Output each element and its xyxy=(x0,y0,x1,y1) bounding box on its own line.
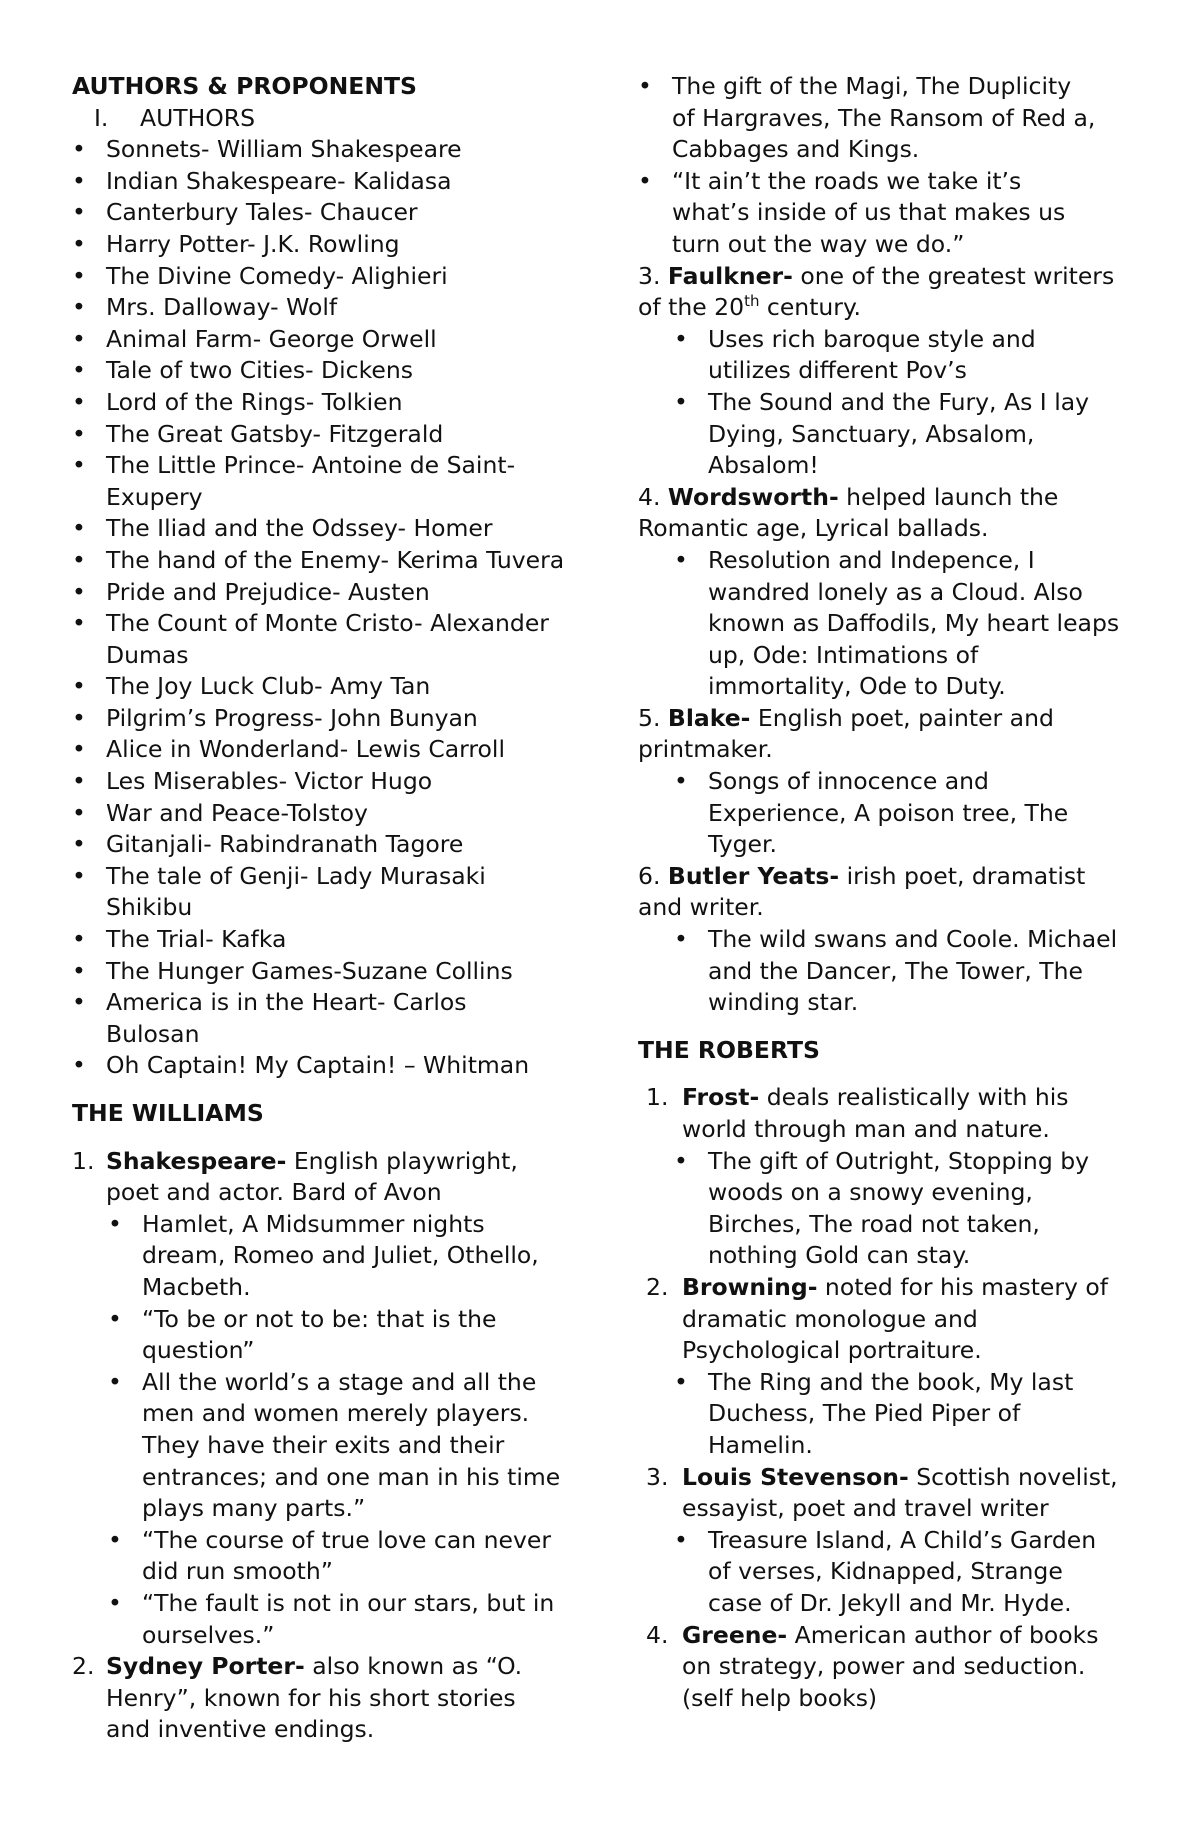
author-item: Exupery xyxy=(106,482,203,511)
work-bullet: • “The course of true love can never xyxy=(72,1525,592,1557)
work-bullet: • “It ain’t the roads we take it’s xyxy=(638,166,1143,198)
author-item: • War and Peace-Tolstoy xyxy=(72,798,592,830)
numbered-item: 3. Louis Stevenson- Scottish novelist, xyxy=(638,1462,1143,1494)
item-name: Sydney Porter- xyxy=(106,1652,305,1681)
author-item: • The Count of Monte Cristo- Alexander xyxy=(72,608,592,640)
williams-list-part2 xyxy=(638,71,1143,1019)
numbered-item: world through man and nature. xyxy=(682,1115,1050,1143)
author-item: • The Hunger Games-Suzane Collins xyxy=(72,956,592,988)
work-bullet: and the Dancer, The Tower, The xyxy=(708,956,1083,985)
numbered-item: and inventive endings. xyxy=(106,1715,375,1744)
work-bullet: winding star. xyxy=(708,988,859,1017)
work-bullet: • “The fault is not in our stars, but in xyxy=(72,1588,592,1620)
work-bullet: Macbeth. xyxy=(142,1272,251,1301)
item-number: 4. xyxy=(638,482,668,511)
numbered-item: essayist, poet and travel writer xyxy=(682,1494,1049,1523)
numbered-item: on strategy, power and seduction. xyxy=(682,1652,1086,1681)
item-name: Browning- xyxy=(682,1272,818,1301)
work-bullet: nothing Gold can stay. xyxy=(708,1241,971,1270)
work-bullet: • “To be or not to be: that is the xyxy=(72,1304,592,1336)
author-item: • Indian Shakespeare- Kalidasa xyxy=(72,166,592,198)
work-bullet: entrances; and one man in his time xyxy=(142,1462,561,1491)
item-name: Butler Yeats- xyxy=(667,861,840,890)
item-number: 1. xyxy=(646,1083,669,1112)
author-item: • Gitanjali- Rabindranath Tagore xyxy=(72,829,592,861)
right-column xyxy=(638,71,1143,1714)
author-item: • Pride and Prejudice- Austen xyxy=(72,577,592,609)
item-name: Greene- xyxy=(682,1620,788,1649)
item-number: 2. xyxy=(646,1272,669,1301)
work-bullet: ourselves.” xyxy=(142,1620,275,1649)
work-bullet: Hamelin. xyxy=(708,1430,813,1459)
work-bullet: plays many parts.” xyxy=(142,1494,366,1523)
numbered-item: (self help books) xyxy=(682,1683,878,1712)
item-name: Frost- xyxy=(682,1083,760,1112)
item-name: Louis Stevenson- xyxy=(682,1462,909,1491)
item-number: 1. xyxy=(72,1146,95,1175)
item-name: Shakespeare- xyxy=(106,1146,287,1175)
item-number: 6. xyxy=(638,861,668,890)
numbered-item: 5. Blake- English poet, painter and xyxy=(638,703,1054,732)
numbered-item: 6. Butler Yeats- irish poet, dramatist xyxy=(638,861,1086,890)
williams-heading: THE WILLIAMS xyxy=(72,1099,264,1127)
item-number: 4. xyxy=(646,1620,669,1649)
work-bullet: Tyger. xyxy=(708,830,777,859)
work-bullet: immortality, Ode to Duty. xyxy=(708,672,1006,701)
work-bullet: They have their exits and their xyxy=(142,1430,505,1459)
numbered-item: Psychological portraiture. xyxy=(682,1336,982,1365)
work-bullet: • Songs of innocence and xyxy=(638,766,1143,798)
author-item: • Mrs. Dalloway- Wolf xyxy=(72,292,592,324)
work-bullet: Duchess, The Pied Piper of xyxy=(708,1399,1021,1428)
author-item: • Harry Potter- J.K. Rowling xyxy=(72,229,592,261)
work-bullet: men and women merely players. xyxy=(142,1399,530,1428)
author-item: • The tale of Genji- Lady Murasaki xyxy=(72,861,592,893)
author-item: • The Trial- Kafka xyxy=(72,924,592,956)
item-number: 2. xyxy=(72,1652,95,1681)
work-bullet: turn out the way we do.” xyxy=(672,229,965,258)
work-bullet: did run smooth” xyxy=(142,1557,333,1586)
work-bullet: up, Ode: Intimations of xyxy=(708,640,979,669)
numbered-item: and writer. xyxy=(638,893,764,922)
numbered-item: Romantic age, Lyrical ballads. xyxy=(638,514,989,543)
work-bullet: • All the world’s a stage and all the xyxy=(72,1367,592,1399)
left-column xyxy=(72,71,592,1746)
author-item: • The Great Gatsby- Fitzgerald xyxy=(72,419,592,451)
work-bullet: question” xyxy=(142,1336,255,1365)
work-bullet: utilizes different Pov’s xyxy=(708,356,967,385)
work-bullet: Absalom! xyxy=(708,451,819,480)
work-bullet: • Treasure Island, A Child’s Garden xyxy=(638,1525,1143,1557)
item-name: Wordsworth- xyxy=(667,482,839,511)
author-item: • The Joy Luck Club- Amy Tan xyxy=(72,671,592,703)
page-heading: AUTHORS & PROPONENTS xyxy=(72,72,417,100)
numbered-item: of the 20th century. xyxy=(638,292,861,322)
roberts-list xyxy=(638,1082,1143,1714)
author-item: • The Iliad and the Odssey- Homer xyxy=(72,513,592,545)
work-bullet: what’s inside of us that makes us xyxy=(672,198,1066,227)
williams-list-part1 xyxy=(72,1146,592,1746)
author-item: • Oh Captain! My Captain! – Whitman xyxy=(72,1050,592,1082)
numbered-item: dramatic monologue and xyxy=(682,1304,978,1333)
numbered-item: 2. Browning- noted for his mastery of xyxy=(638,1272,1143,1304)
work-bullet: • Uses rich baroque style and xyxy=(638,324,1143,356)
superscript: th xyxy=(744,292,760,311)
work-bullet: of Hargraves, The Ransom of Red a, xyxy=(672,103,1096,132)
author-item: • Canterbury Tales- Chaucer xyxy=(72,197,592,229)
authors-list xyxy=(72,134,592,1082)
authors-subheading: I. AUTHORS xyxy=(94,103,256,132)
author-item: • The Divine Comedy- Alighieri xyxy=(72,261,592,293)
item-name: Blake- xyxy=(667,703,751,732)
work-bullet: Cabbages and Kings. xyxy=(672,135,920,164)
work-bullet: • The gift of Outright, Stopping by xyxy=(638,1146,1143,1178)
item-number: 3. xyxy=(638,261,668,290)
author-item: • The Little Prince- Antoine de Saint- xyxy=(72,450,592,482)
item-name: Faulkner- xyxy=(667,261,793,290)
numbered-item: 4. Wordsworth- helped launch the xyxy=(638,482,1059,511)
author-item: • Sonnets- William Shakespeare xyxy=(72,134,592,166)
author-item: • The hand of the Enemy- Kerima Tuvera xyxy=(72,545,592,577)
numbered-item: printmaker. xyxy=(638,735,773,764)
work-bullet: • Resolution and Indepence, I xyxy=(638,545,1143,577)
work-bullet: of verses, Kidnapped, Strange xyxy=(708,1557,1063,1586)
author-item: Shikibu xyxy=(106,893,193,922)
author-item: • Tale of two Cities- Dickens xyxy=(72,355,592,387)
work-bullet: case of Dr. Jekyll and Mr. Hyde. xyxy=(708,1588,1072,1617)
numbered-item: 4. Greene- American author of books xyxy=(638,1620,1143,1652)
work-bullet: Birches, The road not taken, xyxy=(708,1209,1040,1238)
numbered-item: poet and actor. Bard of Avon xyxy=(106,1178,442,1207)
work-bullet: • The Ring and the book, My last xyxy=(638,1367,1143,1399)
work-bullet: woods on a snowy evening, xyxy=(708,1178,1033,1207)
work-bullet: • The wild swans and Coole. Michael xyxy=(638,924,1143,956)
work-bullet: Experience, A poison tree, The xyxy=(708,798,1069,827)
work-bullet: • The Sound and the Fury, As I lay xyxy=(638,387,1143,419)
work-bullet: • Hamlet, A Midsummer nights xyxy=(72,1209,592,1241)
item-number: 5. xyxy=(638,703,668,732)
item-number: 3. xyxy=(646,1462,669,1491)
work-bullet: known as Daffodils, My heart leaps xyxy=(708,609,1120,638)
author-item: • Alice in Wonderland- Lewis Carroll xyxy=(72,734,592,766)
work-bullet: dream, Romeo and Juliet, Othello, xyxy=(142,1241,539,1270)
roberts-heading: THE ROBERTS xyxy=(638,1035,820,1064)
author-item: • Pilgrim’s Progress- John Bunyan xyxy=(72,703,592,735)
work-bullet: • The gift of the Magi, The Duplicity xyxy=(638,71,1143,103)
author-item: • Animal Farm- George Orwell xyxy=(72,324,592,356)
work-bullet: wandred lonely as a Cloud. Also xyxy=(708,577,1083,606)
numbered-item: 3. Faulkner- one of the greatest writers xyxy=(638,261,1115,290)
author-item: • America is in the Heart- Carlos xyxy=(72,987,592,1019)
numbered-item: 2. Sydney Porter- also known as “O. xyxy=(72,1651,592,1683)
author-item: Bulosan xyxy=(106,1019,200,1048)
work-bullet: Dying, Sanctuary, Absalom, xyxy=(708,419,1035,448)
author-item: Dumas xyxy=(106,640,189,669)
numbered-item: Henry”, known for his short stories xyxy=(106,1683,516,1712)
numbered-item: 1. Shakespeare- English playwright, xyxy=(72,1146,592,1178)
author-item: • Lord of the Rings- Tolkien xyxy=(72,387,592,419)
numbered-item: 1. Frost- deals realistically with his xyxy=(638,1082,1143,1114)
author-item: • Les Miserables- Victor Hugo xyxy=(72,766,592,798)
